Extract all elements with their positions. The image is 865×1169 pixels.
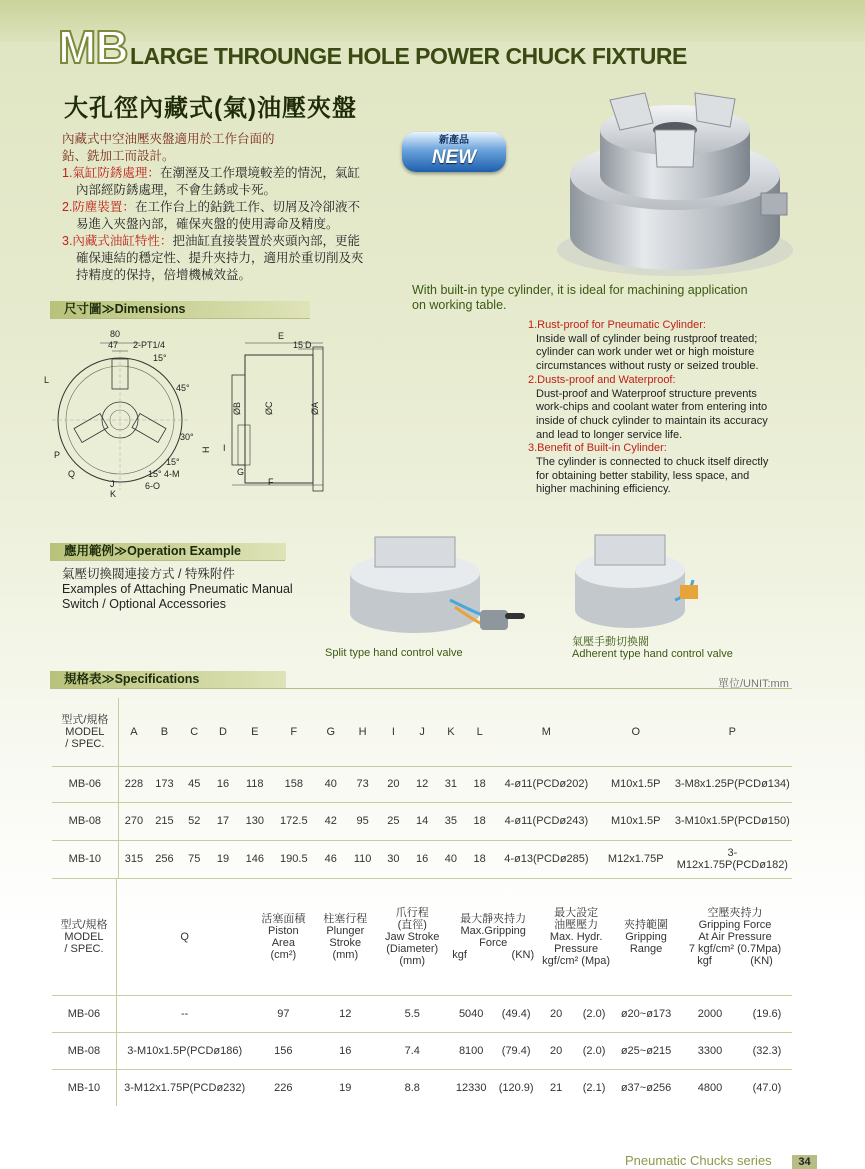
table-header-row [52,879,792,995]
drawing-label: J [110,479,115,489]
col-header: C [180,698,209,766]
col-header-range: 夾持範圍 Gripping Range [614,879,678,995]
table-row: MB-08 3-M10x1.5P(PCDø186) 156 16 7.4 8100 (79.4) 20 (2.0) ø25~ø215 3300 (32.3) [52,1032,792,1069]
spec-table-1 [52,698,792,879]
feature-zh-1: 1.氣缸防銹處理：在潮溼及工作環境較差的情況，氣缸 [62,166,360,180]
drawing-label: P [54,450,61,460]
drawing-label: 80 [110,329,121,339]
divider [50,688,792,689]
feature-zh-2: 2.防塵裝置：在工作台上的鉆銑工作、切屑及冷卻液不 [62,200,360,214]
col-header: P [673,698,792,766]
col-header: A [118,698,149,766]
chuck-product-photo [525,75,825,280]
page-title-zh: 大孔徑內藏式(氣)油壓夾盤 [64,95,357,122]
col-header: G [315,698,346,766]
col-header-jaw: 爪行程 (直徑) Jaw Stroke (Diameter) (mm) [376,879,448,995]
col-header: I [379,698,408,766]
drawing-label: 15° [166,457,180,467]
caption-adherent-valve: 氣壓手動切換閥 Adherent type hand control valve [572,636,733,660]
page-title-en: LARGE THROUNGE HOLE POWER CHUCK FIXTURE [130,43,687,69]
dimension-drawing [40,325,340,505]
page-number: 34 [792,1155,817,1169]
feature-zh-3: 3.內藏式油缸特性：把油缸直接裝置於夾頭內部，更能 [62,234,360,248]
col-header: E [237,698,272,766]
col-header-piston: 活塞面積 Piston Area (cm²) [252,879,314,995]
model-spec-header: 型式/規格 MODEL / SPEC. [52,698,118,766]
drawing-label: ØC [264,401,274,415]
drawing-label: ØB [232,401,242,415]
intro-zh: 內藏式中空油壓夾盤適用於工作台面的 鉆、銑加工而設計。 [62,132,275,163]
col-header-hydr: 最大設定 油壓壓力 Max. Hydr. Pressure kgf/cm² (Mpa) [538,879,614,995]
section-dimensions: 尺寸圖≫Dimensions [50,301,310,318]
drawing-label: 15° [148,469,162,479]
drawing-label: 30° [180,432,194,442]
spec-table-2 [52,879,792,1106]
col-header: H [346,698,379,766]
table-row: MB-10 315 256 75 19 146 190.5 46 110 30 16 40 18 4-ø13(PCDø285) M12x1.75P 3-M12x1.75P(PCDø182) [52,840,792,878]
col-header: F [272,698,315,766]
divider [50,560,285,561]
table-row: MB-10 3-M12x1.75P(PCDø232) 226 19 8.8 12330 (120.9) 21 (2.1) ø37~ø256 4800 (47.0) [52,1069,792,1106]
col-header: M [494,698,599,766]
features-en: 1.Rust-proof for Pneumatic Cylinder: Inside wall of cylinder being rustproof treated; cylinder can work under wet or high moisture circumstances without rusty or seized trouble. 2.Dusts-proof and Waterproof: Dust-proof and Waterproof structure prevents work-chips and coolant water from entering into inside of chuck cylinder to maintain its accuracy and lead to longer service life. 3.Benefit of Built-in Cylinder: The cylinder is connected to chuck itself directly for obtaining better stability, less space, and higher machining efficiency. [528,319,769,496]
model-spec-header: 型式/規格 MODEL / SPEC. [52,879,116,995]
caption-split-valve: Split type hand control valve [325,647,463,659]
drawing-label: 15° [153,353,167,363]
divider [50,318,310,319]
col-header: J [408,698,437,766]
adherent-valve-photo [565,525,705,635]
drawing-label: E [278,331,285,341]
drawing-label: 6-O [145,481,161,491]
col-header: B [149,698,180,766]
features-zh: 1.氣缸防銹處理：在潮溼及工作環境較差的情況，氣缸 內部經防銹處理，不會生銹或卡死。 2.防塵裝置：在工作台上的鉆銑工作、切屑及冷卻液不 易進入夾盤內部，確保夾盤的使用壽命及精度。 3.內藏式油缸特性：把油缸直接裝置於夾頭內部，更能 確保連結的穩定性、提升夾持力，適用於重切削及夾 持精度的保持，倍增機械效益。 [62,165,392,284]
col-header: L [465,698,494,766]
table-row: MB-06 -- 97 12 5.5 5040 (49.4) 20 (2.0) ø20~ø173 2000 (19.6) [52,995,792,1032]
drawing-label: I [223,443,226,453]
drawing-label: L [44,375,50,385]
drawing-label: ØA [310,401,320,415]
drawing-label: Q [68,469,76,479]
table-header-row [52,698,792,766]
operation-description: 氣壓切換閥連接方式 / 特殊附件 Examples of Attaching Pneumatic Manual Switch / Optional Accessories [62,567,293,611]
drawing-label: K [110,489,117,499]
table-row: MB-08 270 215 52 17 130 172.5 42 95 25 14 35 18 4-ø11(PCDø243) M10x1.5P 3-M10x1.5P(PCDø150) [52,802,792,840]
unit-label: 單位/UNIT:mm [718,678,789,690]
col-header-q: Q [116,879,252,995]
intro-en: With built-in type cylinder, it is ideal for machining application on working table. [412,283,748,312]
col-header: D [209,698,238,766]
drawing-label: 4-M [164,469,180,479]
table-row: MB-06 228 173 45 16 118 158 40 73 20 12 31 18 4-ø11(PCDø202) M10x1.5P 3-M8x1.25P(PCDø134) [52,766,792,802]
drawing-label: 47 [108,340,119,350]
drawing-label: 45° [176,383,190,393]
col-header-air: 空壓夾持力 Gripping Force At Air Pressure 7 kgf/cm² (0.7Mpa) kgf (KN) [678,879,792,995]
col-header: O [599,698,673,766]
col-header-plunger: 柱塞行程 Plunger Stroke (mm) [314,879,376,995]
footer-series: Pneumatic Chucks series [625,1153,772,1168]
section-operation: 應用範例≫Operation Example [50,543,286,560]
new-product-badge: 新產品 NEW [402,132,506,172]
section-specifications: 規格表≫Specifications [50,671,286,688]
drawing-label: F [268,477,274,487]
split-valve-photo [330,525,530,640]
top-band [0,0,865,42]
col-header: K [437,698,466,766]
drawing-label: 2-PT1/4 [133,340,166,350]
drawing-label: 15 [293,340,304,350]
col-header-grip: 最大靜夾持力 Max.Gripping Force kgf (KN) [448,879,538,995]
drawing-label: D [305,340,312,350]
drawing-label: H [201,446,211,453]
drawing-label: G [237,467,245,477]
model-code: MB [58,21,128,73]
